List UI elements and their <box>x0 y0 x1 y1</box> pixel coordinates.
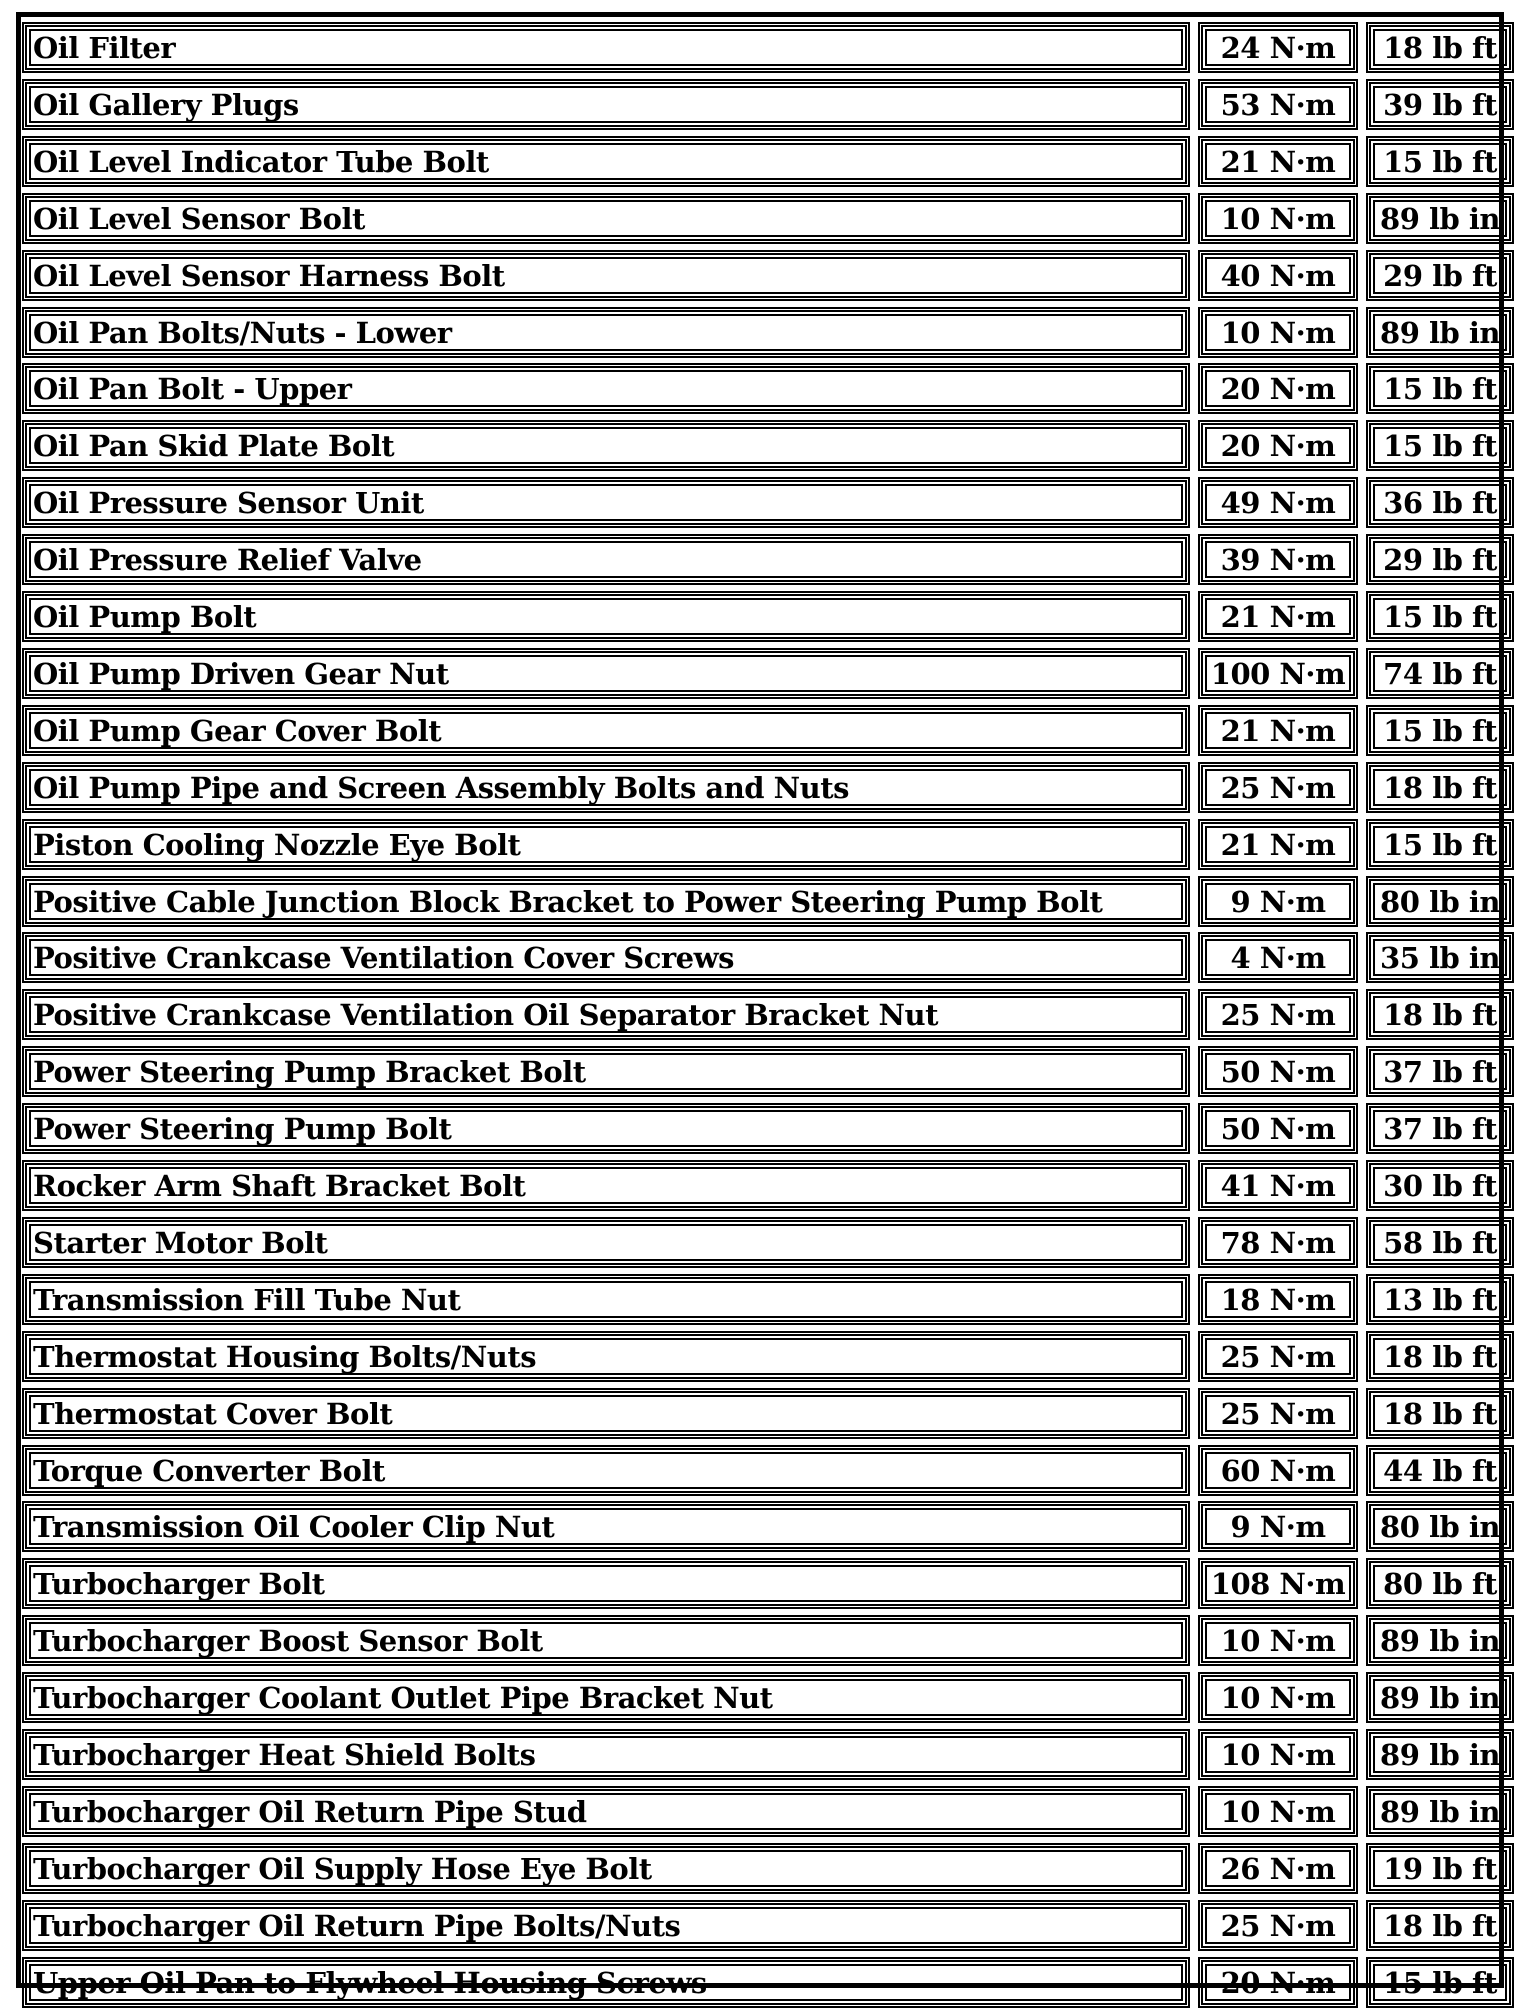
table-row <box>22 420 1498 471</box>
table-row <box>22 1729 1498 1780</box>
table-row <box>22 1046 1498 1097</box>
english-torque-cell: 89 lb in <box>1366 307 1514 358</box>
component-cell: Torque Converter Bolt <box>22 1445 1190 1496</box>
english-torque-cell: 80 lb in <box>1366 1501 1514 1552</box>
component-cell: Rocker Arm Shaft Bracket Bolt <box>22 1160 1190 1211</box>
metric-torque-cell: 10 N·m <box>1198 307 1358 358</box>
english-torque-cell: 18 lb ft <box>1366 762 1514 813</box>
metric-torque-cell: 53 N·m <box>1198 79 1358 130</box>
table-row <box>22 1331 1498 1382</box>
english-torque-cell: 15 lb ft <box>1366 705 1514 756</box>
english-torque-cell: 30 lb ft <box>1366 1160 1514 1211</box>
component-cell: Turbocharger Heat Shield Bolts <box>22 1729 1190 1780</box>
english-torque-cell: 15 lb ft <box>1366 363 1514 414</box>
metric-torque-cell: 49 N·m <box>1198 477 1358 528</box>
table-row <box>22 762 1498 813</box>
metric-torque-cell: 20 N·m <box>1198 420 1358 471</box>
table-row <box>22 1558 1498 1609</box>
table-row <box>22 1672 1498 1723</box>
metric-torque-cell: 100 N·m <box>1198 648 1358 699</box>
table-row <box>22 1843 1498 1894</box>
component-cell: Turbocharger Bolt <box>22 1558 1190 1609</box>
metric-torque-cell: 21 N·m <box>1198 705 1358 756</box>
component-cell: Oil Pressure Relief Valve <box>22 534 1190 585</box>
table-row <box>22 932 1498 983</box>
english-torque-cell: 89 lb in <box>1366 193 1514 244</box>
english-torque-cell: 58 lb ft <box>1366 1217 1514 1268</box>
english-torque-cell: 80 lb in <box>1366 876 1514 927</box>
english-torque-cell: 18 lb ft <box>1366 1388 1514 1439</box>
component-cell: Transmission Fill Tube Nut <box>22 1274 1190 1325</box>
metric-torque-cell: 10 N·m <box>1198 1786 1358 1837</box>
english-torque-cell: 89 lb in <box>1366 1786 1514 1837</box>
table-row <box>22 1615 1498 1666</box>
component-cell: Upper Oil Pan to Flywheel Housing Screws <box>22 1957 1190 2008</box>
metric-torque-cell: 25 N·m <box>1198 1388 1358 1439</box>
metric-torque-cell: 18 N·m <box>1198 1274 1358 1325</box>
component-cell: Oil Pan Bolt - Upper <box>22 363 1190 414</box>
table-row <box>22 1274 1498 1325</box>
component-cell: Turbocharger Oil Return Pipe Bolts/Nuts <box>22 1900 1190 1951</box>
english-torque-cell: 89 lb in <box>1366 1672 1514 1723</box>
english-torque-cell: 15 lb ft <box>1366 136 1514 187</box>
component-cell: Positive Crankcase Ventilation Oil Separator Bracket Nut <box>22 989 1190 1040</box>
metric-torque-cell: 21 N·m <box>1198 591 1358 642</box>
english-torque-cell: 37 lb ft <box>1366 1046 1514 1097</box>
metric-torque-cell: 25 N·m <box>1198 1331 1358 1382</box>
english-torque-cell: 35 lb in <box>1366 932 1514 983</box>
table-row <box>22 136 1498 187</box>
metric-torque-cell: 10 N·m <box>1198 1729 1358 1780</box>
english-torque-cell: 15 lb ft <box>1366 1957 1514 2008</box>
english-torque-cell: 89 lb in <box>1366 1615 1514 1666</box>
metric-torque-cell: 10 N·m <box>1198 1615 1358 1666</box>
component-cell: Positive Crankcase Ventilation Cover Screws <box>22 932 1190 983</box>
english-torque-cell: 37 lb ft <box>1366 1103 1514 1154</box>
english-torque-cell: 36 lb ft <box>1366 477 1514 528</box>
english-torque-cell: 19 lb ft <box>1366 1843 1514 1894</box>
table-row <box>22 591 1498 642</box>
component-cell: Oil Level Indicator Tube Bolt <box>22 136 1190 187</box>
table-row <box>22 1217 1498 1268</box>
table-row <box>22 989 1498 1040</box>
metric-torque-cell: 60 N·m <box>1198 1445 1358 1496</box>
table-row <box>22 876 1498 927</box>
english-torque-cell: 44 lb ft <box>1366 1445 1514 1496</box>
english-torque-cell: 29 lb ft <box>1366 534 1514 585</box>
component-cell: Oil Pump Pipe and Screen Assembly Bolts and Nuts <box>22 762 1190 813</box>
metric-torque-cell: 26 N·m <box>1198 1843 1358 1894</box>
table-row <box>22 1445 1498 1496</box>
metric-torque-cell: 39 N·m <box>1198 534 1358 585</box>
component-cell: Oil Gallery Plugs <box>22 79 1190 130</box>
component-cell: Thermostat Cover Bolt <box>22 1388 1190 1439</box>
english-torque-cell: 18 lb ft <box>1366 1331 1514 1382</box>
metric-torque-cell: 21 N·m <box>1198 819 1358 870</box>
english-torque-cell: 15 lb ft <box>1366 420 1514 471</box>
table-row <box>22 1786 1498 1837</box>
component-cell: Positive Cable Junction Block Bracket to Power Steering Pump Bolt <box>22 876 1190 927</box>
english-torque-cell: 15 lb ft <box>1366 591 1514 642</box>
metric-torque-cell: 25 N·m <box>1198 989 1358 1040</box>
component-cell: Piston Cooling Nozzle Eye Bolt <box>22 819 1190 870</box>
english-torque-cell: 74 lb ft <box>1366 648 1514 699</box>
component-cell: Oil Pump Gear Cover Bolt <box>22 705 1190 756</box>
english-torque-cell: 18 lb ft <box>1366 989 1514 1040</box>
english-torque-cell: 15 lb ft <box>1366 819 1514 870</box>
english-torque-cell: 89 lb in <box>1366 1729 1514 1780</box>
component-cell: Thermostat Housing Bolts/Nuts <box>22 1331 1190 1382</box>
metric-torque-cell: 78 N·m <box>1198 1217 1358 1268</box>
table-row <box>22 22 1498 73</box>
table-row <box>22 1501 1498 1552</box>
component-cell: Oil Pressure Sensor Unit <box>22 477 1190 528</box>
table-row <box>22 534 1498 585</box>
component-cell: Turbocharger Oil Supply Hose Eye Bolt <box>22 1843 1190 1894</box>
component-cell: Oil Pump Driven Gear Nut <box>22 648 1190 699</box>
component-cell: Turbocharger Oil Return Pipe Stud <box>22 1786 1190 1837</box>
metric-torque-cell: 25 N·m <box>1198 1900 1358 1951</box>
metric-torque-cell: 24 N·m <box>1198 22 1358 73</box>
table-row <box>22 705 1498 756</box>
component-cell: Transmission Oil Cooler Clip Nut <box>22 1501 1190 1552</box>
metric-torque-cell: 50 N·m <box>1198 1046 1358 1097</box>
component-cell: Power Steering Pump Bolt <box>22 1103 1190 1154</box>
english-torque-cell: 39 lb ft <box>1366 79 1514 130</box>
component-cell: Starter Motor Bolt <box>22 1217 1190 1268</box>
table-row <box>22 1160 1498 1211</box>
component-cell: Oil Filter <box>22 22 1190 73</box>
component-cell: Oil Pan Skid Plate Bolt <box>22 420 1190 471</box>
metric-torque-cell: 21 N·m <box>1198 136 1358 187</box>
component-cell: Oil Level Sensor Harness Bolt <box>22 250 1190 301</box>
table-row <box>22 307 1498 358</box>
component-cell: Oil Level Sensor Bolt <box>22 193 1190 244</box>
english-torque-cell: 18 lb ft <box>1366 1900 1514 1951</box>
metric-torque-cell: 10 N·m <box>1198 193 1358 244</box>
component-cell: Power Steering Pump Bracket Bolt <box>22 1046 1190 1097</box>
table-row <box>22 1388 1498 1439</box>
table-row <box>22 363 1498 414</box>
english-torque-cell: 80 lb ft <box>1366 1558 1514 1609</box>
metric-torque-cell: 25 N·m <box>1198 762 1358 813</box>
component-cell: Turbocharger Boost Sensor Bolt <box>22 1615 1190 1666</box>
english-torque-cell: 18 lb ft <box>1366 22 1514 73</box>
english-torque-cell: 29 lb ft <box>1366 250 1514 301</box>
table-row <box>22 477 1498 528</box>
metric-torque-cell: 108 N·m <box>1198 1558 1358 1609</box>
table-row <box>22 1103 1498 1154</box>
table-row <box>22 250 1498 301</box>
table-row <box>22 1957 1498 2008</box>
component-cell: Turbocharger Coolant Outlet Pipe Bracket Nut <box>22 1672 1190 1723</box>
metric-torque-cell: 10 N·m <box>1198 1672 1358 1723</box>
table-row <box>22 648 1498 699</box>
english-torque-cell: 13 lb ft <box>1366 1274 1514 1325</box>
metric-torque-cell: 50 N·m <box>1198 1103 1358 1154</box>
metric-torque-cell: 9 N·m <box>1198 1501 1358 1552</box>
component-cell: Oil Pan Bolts/Nuts - Lower <box>22 307 1190 358</box>
table-row <box>22 79 1498 130</box>
table-row <box>22 819 1498 870</box>
metric-torque-cell: 41 N·m <box>1198 1160 1358 1211</box>
metric-torque-cell: 4 N·m <box>1198 932 1358 983</box>
component-cell: Oil Pump Bolt <box>22 591 1190 642</box>
metric-torque-cell: 20 N·m <box>1198 363 1358 414</box>
metric-torque-cell: 20 N·m <box>1198 1957 1358 2008</box>
metric-torque-cell: 9 N·m <box>1198 876 1358 927</box>
table-row <box>22 1900 1498 1951</box>
metric-torque-cell: 40 N·m <box>1198 250 1358 301</box>
table-row <box>22 193 1498 244</box>
